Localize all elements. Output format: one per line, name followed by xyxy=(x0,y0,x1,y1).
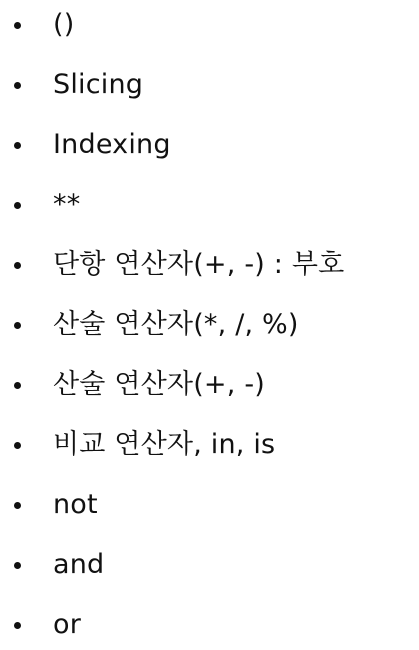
list-item-text: () xyxy=(53,9,75,40)
bullet-icon xyxy=(14,142,21,149)
list-item-text: 산술 연산자(*, /, %) xyxy=(53,309,299,340)
list-item-text: not xyxy=(53,489,98,520)
bullet-icon xyxy=(14,82,21,89)
bullet-icon xyxy=(14,262,21,269)
bullet-icon xyxy=(14,22,21,29)
list-item-text: Indexing xyxy=(53,129,171,160)
bullet-icon xyxy=(14,442,21,449)
list-item xyxy=(0,605,419,645)
list-item-text: or xyxy=(53,609,82,640)
list-item xyxy=(0,425,419,465)
bullet-icon xyxy=(14,622,21,629)
list-item-text: 산술 연산자(+, -) xyxy=(53,369,265,400)
bullet-icon xyxy=(14,502,21,509)
list-item xyxy=(0,545,419,585)
bullet-icon xyxy=(14,202,21,209)
list-item xyxy=(0,125,419,165)
list-item-text: 단항 연산자(+, -) : 부호 xyxy=(53,249,345,280)
list-item-text: and xyxy=(53,549,105,580)
list-item xyxy=(0,305,419,345)
list-item xyxy=(0,485,419,525)
list-item xyxy=(0,245,419,285)
list-item-text: ** xyxy=(53,189,81,220)
bullet-icon xyxy=(14,322,21,329)
list-item xyxy=(0,365,419,405)
bullet-icon xyxy=(14,382,21,389)
list-item xyxy=(0,185,419,225)
list-item-text: Slicing xyxy=(53,69,144,100)
list-item-text: 비교 연산자, in, is xyxy=(53,429,276,460)
list-item xyxy=(0,65,419,105)
list-item xyxy=(0,5,419,45)
bullet-icon xyxy=(14,562,21,569)
